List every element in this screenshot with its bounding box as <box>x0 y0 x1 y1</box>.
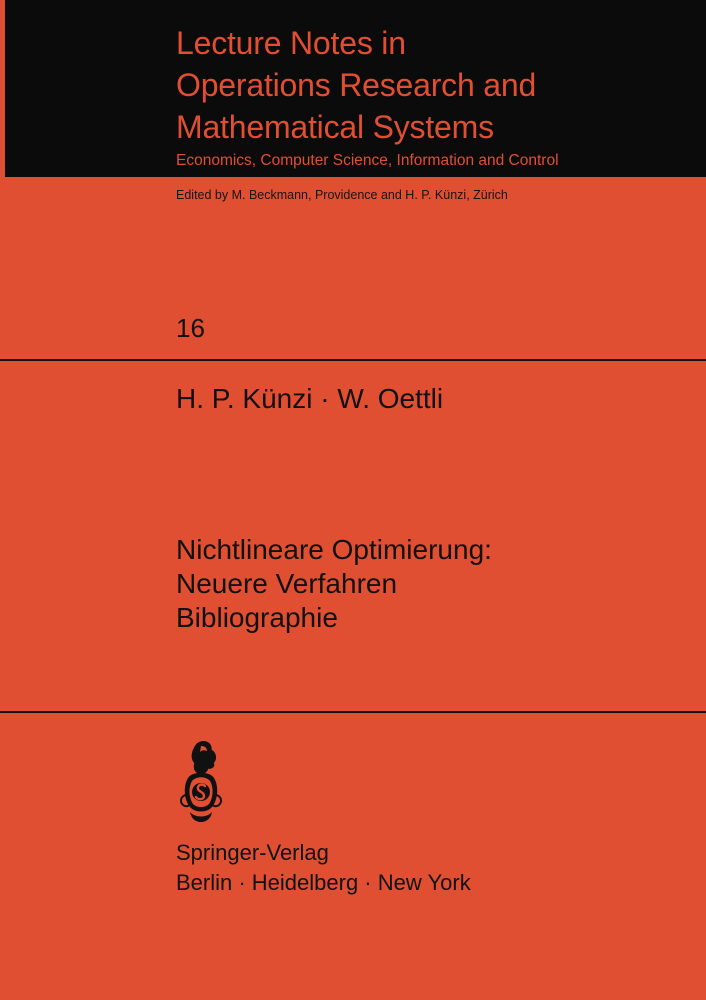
volume-number: 16 <box>176 313 205 343</box>
book-title-line-3: Bibliographie <box>176 602 338 633</box>
series-title-line-3: Mathematical Systems <box>176 109 494 145</box>
series-title <box>176 22 536 148</box>
book-authors: H. P. Künzi · W. Oettli <box>176 383 444 414</box>
book-title <box>176 533 492 635</box>
series-title-line-1: Lecture Notes in <box>176 25 406 61</box>
book-title-line-2: Neuere Verfahren <box>176 568 398 599</box>
series-editors: Edited by M. Beckmann, Providence and H. P. Künzi, Zürich <box>176 188 508 202</box>
publisher-name: Springer-Verlag <box>176 840 329 865</box>
top-divider <box>0 359 706 361</box>
series-subtitle: Economics, Computer Science, Information and Control <box>176 152 559 169</box>
bottom-divider <box>0 711 706 713</box>
publisher-cities: Berlin · Heidelberg · New York <box>176 870 471 895</box>
book-title-line-1: Nichtlineare Optimierung: <box>176 534 492 565</box>
series-title-line-2: Operations Research and <box>176 67 537 103</box>
springer-chess-knight-icon <box>176 738 226 824</box>
publisher-info <box>176 838 471 898</box>
